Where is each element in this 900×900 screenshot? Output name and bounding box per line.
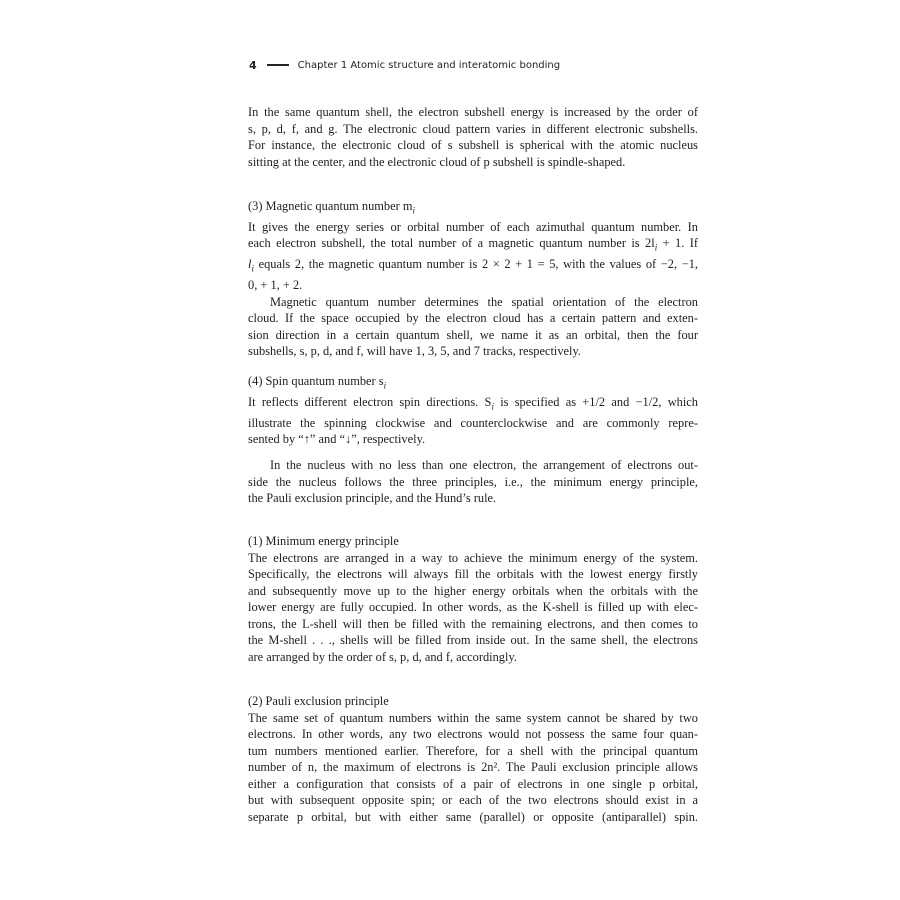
text-line: $l_i$ equals 2, the magnetic quantum number is 2 × 2 + 1 = 5, with the values of −2, −1, [248, 257, 698, 274]
page-number: 4 [249, 58, 257, 72]
text-line: side the nucleus follows the three principles, i.e., the minimum energy principle, [248, 474, 698, 489]
text-line: each electron subshell, the total number of a magnetic quantum number is $2l_i + 1$. If [248, 236, 698, 253]
text-line: Magnetic quantum number determines the spatial orientation of the electron [270, 294, 698, 309]
text-line: The electrons are arranged in a way to achieve the minimum energy of the system. [248, 550, 698, 565]
minimum-energy-section [248, 533, 698, 665]
text-line: lower energy are fully occupied. In other words, as the K-shell is filled up with elec- [248, 600, 698, 614]
text-line: In the nucleus with no less than one electron, the arrangement of electrons out- [270, 458, 698, 472]
section-heading: (4) Spin quantum number $s_i$ [248, 374, 387, 391]
text-line: tum numbers mentioned earlier. Therefore, for a shell with the principal quantum [248, 743, 698, 758]
text-line: The same set of quantum numbers within the same system cannot be shared by two [248, 710, 698, 725]
section-heading: (1) Minimum energy principle [248, 534, 399, 548]
nucleus-paragraph [248, 457, 698, 507]
text-line: are arranged by the order of s, p, d, and f, accordingly. [248, 649, 517, 664]
spin-section [248, 373, 698, 448]
text-line: number of n, the maximum of electrons is 2n². The Pauli exclusion principle allows [248, 760, 698, 774]
text-line: trons, the L-shell will then be filled with the remaining electrons, and then comes to [248, 616, 698, 631]
running-header [249, 57, 709, 73]
running-title: Chapter 1 Atomic structure and interatomic bonding [297, 59, 561, 71]
section-heading: (2) Pauli exclusion principle [248, 694, 389, 708]
text-line: sion direction in a certain quantum shell, we name it as an orbital, then the four [248, 327, 698, 342]
magnetic-section [248, 198, 698, 360]
text-line: It reflects different electron spin directions. $S_i$ is specified as +1/2 and −1/2, which [248, 394, 699, 412]
text-line: but with subsequent opposite spin; or each of the two electrons should exist in a [248, 793, 698, 807]
text-line: sitting at the center, and the electronic cloud of p subshell is spindle-shaped. [248, 154, 626, 169]
pauli-section [248, 693, 698, 825]
text-line: and subsequently move up to the higher energy orbitals when the orbitals with the [248, 583, 698, 598]
text-line: electrons. In other words, any two electrons would not possess the same four quan- [248, 727, 698, 741]
text-line: separate p orbital, but with either same (parallel) or opposite (antiparallel) spin. [248, 809, 698, 824]
text-line: cloud. If the space occupied by the electron cloud has a certain pattern and exten- [248, 311, 698, 326]
text-line: 0, + 1, + 2. [248, 278, 303, 293]
text-line: Specifically, the electrons will always fill the orbitals with the lowest energy firstly [248, 567, 698, 581]
text-line: either a configuration that consists of a pair of electrons in one single p orbital, [248, 776, 698, 791]
text-line: It gives the energy series or orbital number of each azimuthal quantum number. In [248, 219, 698, 234]
text-line: In the same quantum shell, the electron subshell energy is increased by the order of [248, 105, 698, 119]
text-line: subshells, s, p, d, and f, will have 1, 3, 5, and 7 tracks, respectively. [248, 344, 581, 359]
text-line: For instance, the electronic cloud of s subshell is spherical with the atomic nucleus [248, 138, 698, 152]
text-line: the M-shell . . ., shells will be filled from inside out. In the same shell, the electrons [248, 633, 698, 647]
text-line: the Pauli exclusion principle, and the Hund’s rule. [248, 491, 497, 505]
text-line: s, p, d, f, and g. The electronic cloud pattern varies in different electronic subshells. [248, 121, 698, 136]
intro-paragraph [248, 104, 698, 170]
header-rule [267, 64, 289, 66]
text-line: illustrate the spinning clockwise and counterclockwise and are commonly repre- [248, 415, 698, 430]
section-heading: (3) Magnetic quantum number $m_i$ [248, 199, 415, 216]
text-line: sented by “↑” and “↓”, respectively. [248, 432, 426, 447]
